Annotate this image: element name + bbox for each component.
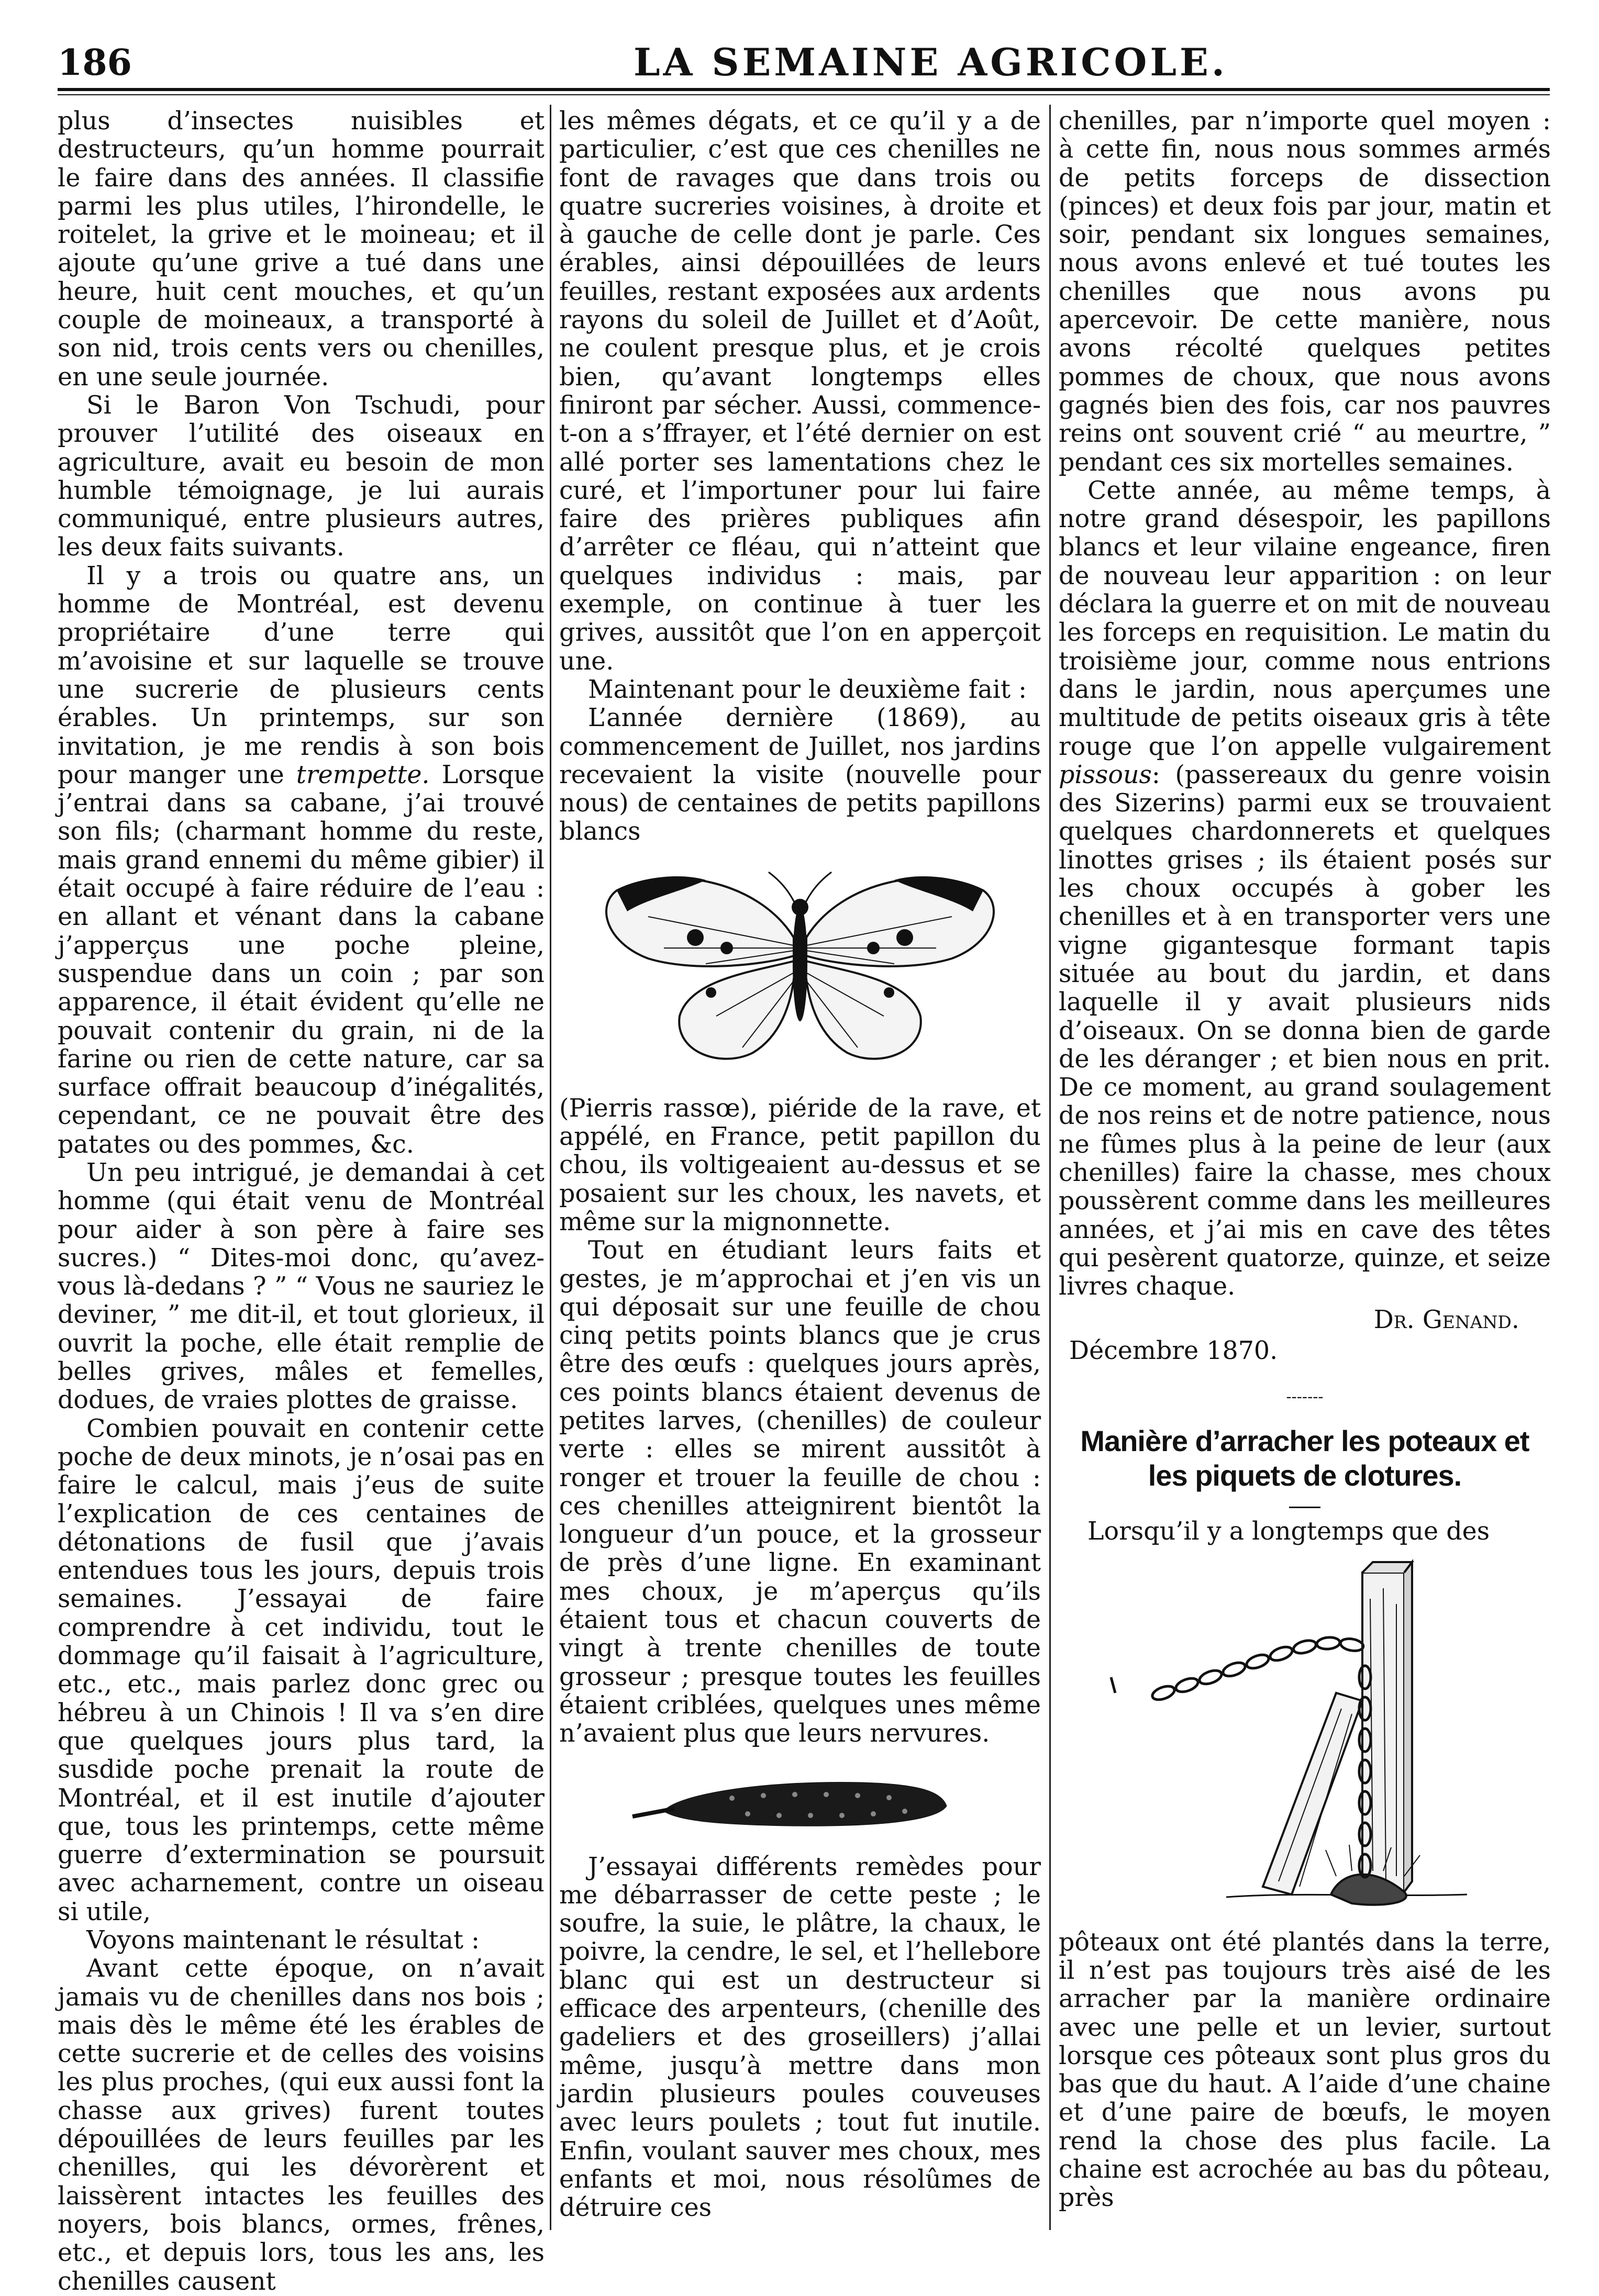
paragraph: L’année dernière (1869), au commencement de Juillet, nos jardins recevaient la visite (nouvelle pour nous) de centaines de petits papillons blancs xyxy=(559,704,1041,846)
dateline: Décembre 1870. xyxy=(1069,1336,1278,1365)
journal-title: LA SEMAINE AGRICOLE. xyxy=(634,40,1228,84)
paragraph: Voyons maintenant le résultat : xyxy=(86,1926,480,1955)
paragraph: Un peu intrigué, je demandai à cet homme (qui était venu de Montréal pour aider à son père à faire ses sucres.) “ Dites-moi donc, qu’avez-vous là-dedans ? ” “ Vous ne sauriez le deviner, ” me dit-il, et tout glorieux, il ouvrit la poche, elle était remplie de belles grives, mâles et femelles, dodues, de vraies plottes de graisse. xyxy=(58,1158,545,1415)
paragraph: Maintenant pour le deuxième fait : xyxy=(588,675,1027,704)
paragraph: (Pierris rassœ), piéride de la rave, et appélé, en France, petit papillon du chou, ils voltigeaient au-dessus et se posaient sur les choux, les navets, et même sur la mignonnette. xyxy=(559,1094,1041,1236)
paragraph: plus d’insectes nuisibles et destructeurs, qu’un homme pourrait le faire dans des années. Il classifie parmi les plus utiles, l’hirondelle, le roitelet, la grive et le moineau; et il ajoute qu’une grive a tué dans une heure, huit cent mouches, et qu’un couple de moineaux, a transporté à son nid, trois cents vers ou chenilles, en une seule journée. xyxy=(58,107,545,392)
paragraph: J’essayai différents remèdes pour me débarrasser de cette peste ; le soufre, la suie, le plâtre, la chaux, le poivre, la cendre, le sel, et l’hellebore blanc qui est un destructeur si efficace des arpenteurs, (chenille des gadeliers et des groseillers) j’allai même, jusqu’à mettre dans mon jardin plusieurs poules couveuses avec leurs poulets ; tout fut inutile. Enfin, voulant sauver mes choux, mes enfants et moi, nous résolûmes de détruire ces xyxy=(559,1852,1041,2223)
paragraph: Si le Baron Von Tschudi, pour prouver l’utilité des oiseaux en agriculture, avait eu besoin de mon humble témoignage, je lui aurais communiqué, entre plusieurs autres, les deux faits suivants. xyxy=(58,391,545,562)
column-divider xyxy=(550,105,551,2230)
italic-term: pissous xyxy=(1059,760,1152,789)
paragraph: chenilles, par n’importe quel moyen : à cette fin, nous nous sommes armés de petits forceps de dissection (pinces) et deux fois par jour, matin et soir, pendant six longues semaines, nous avons enlevé et tué toutes les chenilles que nous avons pu apercevoir. De cette manière, nous avons récolté quelques petites pommes de choux, que nous avons gagnés bien des fois, car nos pauvres reins ont souvent crié “ au meurtre, ” pendant ces six mortelles semaines. xyxy=(1059,107,1551,477)
title-rule xyxy=(1289,1507,1320,1508)
section-ornament: ------- xyxy=(1286,1388,1324,1407)
article-title: Manière d’arracher les poteaux et les piquets de clotures. xyxy=(1080,1424,1529,1492)
page-number: 186 xyxy=(58,42,132,84)
paragraph: les mêmes dégats, et ce qu’il y a de particulier, c’est que ces chenilles ne font de ravages que dans trois ou quatre sucreries voisines, à droite et à gauche de celle dont je parle. Ces érables, ainsi dépouillées de leurs feuilles, restant exposées aux ardents rayons du soleil de Juillet et d’Août, ne coulent presque plus, et je crois bien, qu’avant longtemps elles finiront par sécher. Aussi, commence-t-on a s’ffrayer, et l’été dernier on est allé porter ses lamentations chez le curé, et l’importuner pour lui faire faire des prières publiques afin d’arrêter ce fléau, qui n’atteint que quelques individus : mais, par exemple, on continue à tuer les grives, aussitôt que l’on en apperçoit une. xyxy=(559,107,1041,676)
author-signature: Dr. Genand. xyxy=(1373,1306,1519,1335)
italic-term: trempette. xyxy=(296,760,430,789)
paragraph: Il y a trois ou quatre ans, un homme de Montréal, est devenu propriétaire d’une terre qui m’avoisine et sur laquelle se trouve une sucrerie de plusieurs cents érables. Un printemps, sur son invitation, je me rendis à son bois pour manger une trempette. Lorsque j’entrai dans sa cabane, j’ai trouvé son fils; (charmant homme du reste, mais grand ennemi du même gibier) il était occupé à faire réduire de l’eau : en allant et vénant dans la cabane j’apperçus une poche pleine, suspendue dans un coin ; par son apparence, il était évident qu’elle ne pouvait contenir du grain, ni de la farine ou rien de cette nature, car sa surface offrait beaucoup d’inégalités, cependant, ce ne pouvait être des patates ou des pommes, &c. xyxy=(58,561,545,1159)
caterpillar-illustration xyxy=(601,1759,999,1843)
fence-post-chain-illustration xyxy=(1090,1557,1519,1913)
paragraph: Lorsqu’il y a longtemps que des xyxy=(1087,1517,1490,1546)
header-rule xyxy=(58,88,1550,91)
column-1 xyxy=(58,107,545,2296)
butterfly-illustration xyxy=(585,859,1015,1079)
page-header xyxy=(58,37,1550,94)
paragraph: pôteaux ont été plantés dans la terre, il n’est pas toujours très aisé de les arracher par la manière ordinaire avec une pelle et un levier, surtout lorsque ces pôteaux sont plus gros du bas que du haut. A l’aide d’une chaine et d’une paire de bœufs, le moyen rend la chose des plus facile. La chaine est acrochée au bas du pôteau, près xyxy=(1059,1927,1551,2213)
column-2 xyxy=(559,107,1041,2222)
column-divider xyxy=(1049,105,1051,2230)
paragraph: Tout en étudiant leurs faits et gestes, je m’approchai et j’en vis un qui déposait sur une feuille de chou cinq petits points blancs que je crus être des œufs : quelques jours après, ces points blancs étaient devenus de petites larves, (chenilles) de couleur verte : elles se mirent aussitôt à ronger et trouer la feuille de chou : ces chenilles atteignirent bientôt la longueur d’un pouce, et la grosseur de près d’une ligne. En examinant mes choux, je m’aperçus qu’ils étaient tous et chacun couverts de vingt à trente chenilles de toute grosseur ; presque toutes les feuilles étaient criblées, quelques unes même n’avaient plus que leurs nervures. xyxy=(559,1236,1041,1748)
paragraph: Combien pouvait en contenir cette poche de deux minots, je n’osai pas en faire le calcul, mais j’eus de suite l’explication de ces centaines de détonations de fusil que j’avais entendues tous les jours, depuis trois semaines. J’essayai de faire comprendre à cet individu, tout le dommage qu’il faisait à l’agriculture, etc., etc., mais parlez donc grec ou hébreu à un Chinois ! Il va s’en dire que quelques jours plus tard, la susdide poche prenait la route de Montréal, et il est inutile d’ajouter que, tous les printemps, cette même guerre d’extermination se poursuit avec acharnement, contre un oiseau si utile, xyxy=(58,1414,545,1926)
paragraph: Avant cette époque, on n’avait jamais vu de chenilles dans nos bois ; mais dès le même été les érables de cette sucrerie et de celles des voisins les plus proches, (qui eux aussi font la chasse aux grives) furent toutes dépouillées de leurs feuilles par les chenilles, qui les dévorèrent et laissèrent intactes les feuilles des noyers, bois blancs, ormes, frênes, etc., et depuis lors, tous les ans, les chenilles causent xyxy=(58,1954,545,2296)
header-rule-thin xyxy=(58,94,1550,95)
paragraph: Cette année, au même temps, à notre grand désespoir, les papillons blancs et leur vilaine engeance, firen de nouveau leur apparition : on leur déclara la guerre et on mit de nouveau les forceps en requisition. Le matin du troisième jour, comme nous entrions dans le jardin, nous aperçumes une multitude de petits oiseaux gris à tête rouge que l’on appelle vulgairement pissous: (passereaux du genre voisin des Sizerins) parmi eux se trouvaient quelques chardonnerets et quelques linottes grises ; ils étaient posés sur les choux occupés à gober les chenilles et à en transporter vers une vigne gigantesque formant tapis située au bout du jardin, et dans laquelle il y avait plusieurs nids d’oiseaux. On se donna bien de garde de les déranger ; et bien nous en prit. De ce moment, au grand soulagement de nos reins et de notre patience, nous ne fûmes plus à la peine de leur (aux chenilles) faire la chasse, mes choux poussèrent comme dans les meilleures années, et j’ai mis en cave des têtes qui pesèrent quatorze, quinze, et seize livres chaque. xyxy=(1059,476,1551,1301)
column-3 xyxy=(1059,107,1551,2213)
